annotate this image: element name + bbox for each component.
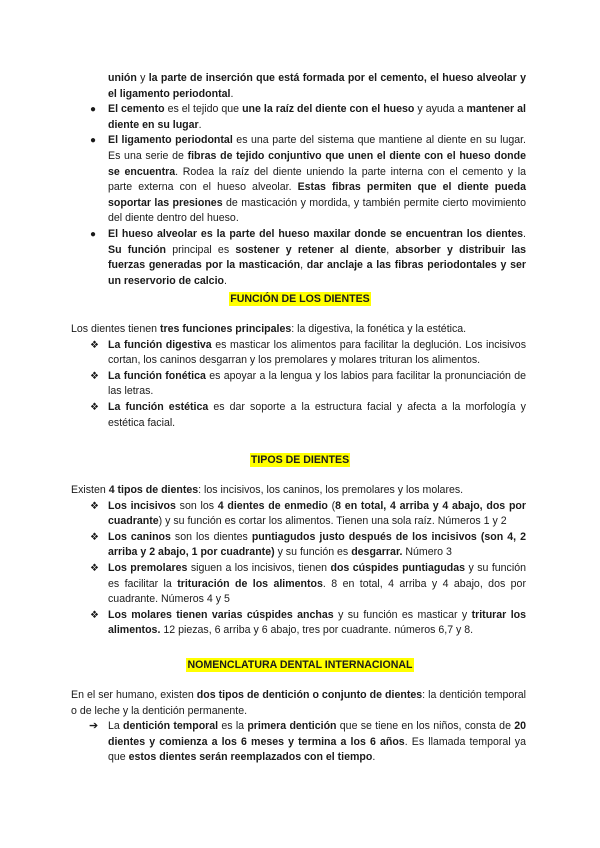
diamond-bullet-icon: ❖	[90, 370, 99, 382]
section-heading-text: NOMENCLATURA DENTAL INTERNACIONAL	[187, 659, 413, 671]
text-run: es masticar los alimentos para facilitar la deglución. Los incisivos cortan, los caninos desgarran y los premolares y molares trituran los alimentos.	[108, 338, 527, 367]
bold-run: Su función	[108, 243, 167, 256]
list-item-text	[108, 103, 526, 131]
bold-run: dos tipos de dentición o conjunto de dientes	[196, 689, 423, 701]
list-item-text	[108, 401, 526, 429]
bold-run: sostener y retener al diente	[235, 243, 387, 256]
list-item-text	[108, 500, 526, 528]
text-run: La	[108, 720, 124, 733]
bold-run: Los caninos	[108, 530, 171, 543]
list-item-text	[108, 339, 526, 367]
section-heading-nomenclatura	[0, 658, 600, 674]
list-item-text	[108, 531, 526, 559]
text-run: . 8 en total, 4 arriba y 4 abajo, dos por cuadrante. Números 4 y 5	[108, 577, 526, 606]
bold-run: mantener al diente en su lugar	[108, 103, 526, 131]
text-run: . Es llamada temporal ya que	[108, 735, 526, 764]
list-item-text	[108, 609, 526, 637]
text-run: ) y su función es cortar los alimentos. Tienen una sola raíz. Números 1 y 2	[158, 515, 507, 528]
bullet-dot-icon: ●	[90, 104, 97, 116]
section-heading-text: TIPOS DE DIENTES	[250, 454, 350, 466]
text-run: .	[523, 227, 526, 240]
tipos-list	[90, 499, 527, 639]
bold-run: primera dentición	[247, 720, 337, 733]
text-run: que se tiene en los niños, consta de	[336, 720, 515, 733]
bold-run: 4 tipos de dientes	[108, 484, 199, 496]
text-run: ,	[386, 243, 396, 256]
text-run: es apoyar a la lengua y los labios para facilitar la pronunciación de las letras.	[108, 369, 526, 398]
text-run: son los	[175, 499, 218, 512]
diamond-bullet-icon: ❖	[90, 609, 99, 621]
text-run: : la digestiva, la fonética y la estética.	[291, 323, 467, 335]
bold-run: 8 en total, 4 arriba y 4 abajo, dos por cuadrante	[108, 499, 527, 528]
text-run: y su función es masticar y	[333, 608, 472, 621]
bold-run: une la raíz del diente con el hueso	[242, 103, 415, 116]
section-tipos	[0, 483, 600, 639]
text-run: Los dientes tienen	[71, 323, 160, 335]
section-intro	[71, 688, 526, 719]
section-nomenclatura	[0, 688, 600, 766]
diamond-bullet-icon: ❖	[90, 562, 99, 574]
text-run: y ayuda a	[414, 103, 467, 116]
text-run: Existen	[71, 484, 109, 496]
list-item-continuation	[108, 71, 526, 102]
text-run: : los incisivos, los caninos, los premolares y los molares.	[198, 484, 464, 496]
bold-run: trituración de los alimentos	[177, 577, 323, 590]
text-run: y	[136, 72, 149, 84]
list-item-denticion-temporal	[89, 719, 527, 766]
text-run: y su función es	[274, 546, 352, 559]
list-item-molares	[90, 608, 527, 639]
text-run: .	[198, 118, 202, 131]
bold-run: absorber y distribuir las fuerzas generadas por la masticación	[108, 243, 526, 272]
diamond-bullet-icon: ❖	[90, 500, 99, 512]
list-item-text	[108, 720, 526, 763]
diamond-bullet-icon: ❖	[90, 531, 99, 543]
bold-run: dentición temporal	[123, 720, 219, 733]
diamond-bullet-icon: ❖	[90, 401, 99, 413]
text-run: ,	[300, 259, 307, 272]
text-run: es el tejido que	[164, 103, 243, 116]
section-intro	[71, 322, 526, 338]
section-heading-funcion	[0, 292, 600, 308]
text-run: Número 3	[402, 546, 452, 559]
bold-run: Estas fibras permiten que el diente pueda soportar las presiones	[108, 181, 526, 209]
text-run: principal es	[166, 243, 236, 256]
bold-run: Los incisivos	[108, 499, 176, 512]
list-item-text	[108, 134, 526, 224]
section-funcion	[0, 322, 600, 431]
diamond-bullet-icon: ❖	[90, 339, 99, 351]
bullet-dot-icon: ●	[90, 228, 97, 240]
bold-run: 4 dientes de enmedio	[217, 499, 328, 512]
text-run: siguen a los incisivos, tienen	[187, 561, 331, 574]
bold-run: dar anclaje a las fibras periodontales y ser un reservorio de calcio	[108, 259, 526, 287]
arrow-bullet-icon: ➔	[89, 720, 99, 733]
text-run: y su función es facilitar la	[108, 561, 526, 590]
list-item-text	[108, 228, 526, 287]
list-item-caninos	[90, 530, 527, 561]
bold-run: la parte de inserción que está formada por el cemento, el hueso alveolar y el ligamento periodontal	[108, 72, 526, 100]
list-item-text	[108, 562, 526, 605]
list-item-premolares	[90, 561, 526, 608]
bold-run: La función estética	[108, 400, 209, 413]
section-heading-tipos	[0, 453, 600, 469]
list-item-estetica	[90, 400, 526, 431]
bold-run: La función fonética	[108, 369, 206, 382]
funcion-list	[90, 338, 527, 432]
bold-run: dos cúspides puntiagudas	[330, 561, 466, 574]
bold-run: triturar los alimentos.	[108, 608, 527, 637]
bold-run: 20 dientes y comienza a los 6 meses y termina a los 6 años	[108, 720, 527, 748]
bold-run: El ligamento periodontal	[108, 134, 233, 147]
text-run: . Rodea la raíz del diente uniendo la parte interna con el cemento y la parte externa con el hueso alveolar.	[108, 165, 527, 194]
list-item-fonetica	[90, 369, 526, 400]
list-item-text	[108, 370, 526, 398]
denticion-list	[89, 719, 527, 766]
text-run: son los dientes	[170, 530, 252, 543]
bold-run: puntiagudos justo después de los incisivos (son 4, 2 arriba y 2 abajo, 1 por cuadrante)	[108, 530, 527, 559]
bold-run: tres funciones principales	[159, 323, 292, 335]
text-run: .	[224, 274, 227, 287]
text-run: es una parte del sistema que mantiene al diente en su lugar. Es una serie de	[108, 134, 527, 162]
text-run: es dar soporte a la estructura facial y afecta a la morfología y estética facial.	[108, 400, 526, 429]
bold-run: La función digestiva	[108, 338, 212, 351]
text-run: es la	[218, 720, 248, 733]
bold-run: El cemento	[108, 103, 165, 116]
text-run: (	[327, 499, 336, 512]
section-intro	[71, 483, 526, 499]
intro-list	[0, 71, 600, 289]
bold-run: unión	[108, 72, 137, 84]
text-run: .	[230, 87, 234, 100]
text-run: 12 piezas, 6 arriba y 6 abajo, tres por cuadrante. números 6,7 y 8.	[160, 624, 474, 637]
bold-run: Los molares tienen varias cúspides anchas	[108, 608, 334, 621]
text-run: : la dentición temporal o de leche y la dentición permanente.	[71, 689, 526, 717]
list-item-ligamento	[90, 133, 527, 227]
intro-bullet-list	[90, 102, 527, 289]
list-item-hueso-alveolar	[90, 227, 526, 289]
bold-run: estos dientes serán reemplazados con el tiempo	[128, 751, 373, 764]
bold-run: El hueso alveolar es la parte del hueso maxilar donde se encuentran los dientes	[108, 227, 524, 240]
bold-run: desgarrar.	[351, 546, 403, 559]
text-run: de masticación y mordida, y también permite cierto movimiento del diente dentro del hueso.	[108, 196, 526, 225]
list-item-incisivos	[90, 499, 527, 530]
list-item-cemento	[90, 102, 526, 133]
section-heading-text: FUNCIÓN DE LOS DIENTES	[230, 293, 370, 305]
bullet-dot-icon: ●	[90, 135, 97, 147]
text-run: .	[372, 751, 376, 764]
bold-run: Los premolares	[108, 561, 188, 574]
bold-run: fibras de tejido conjuntivo que unen el diente con el hueso donde se encuentra	[108, 149, 527, 178]
list-item-digestiva	[90, 338, 527, 369]
text-run: En el ser humano, existen	[71, 689, 197, 701]
